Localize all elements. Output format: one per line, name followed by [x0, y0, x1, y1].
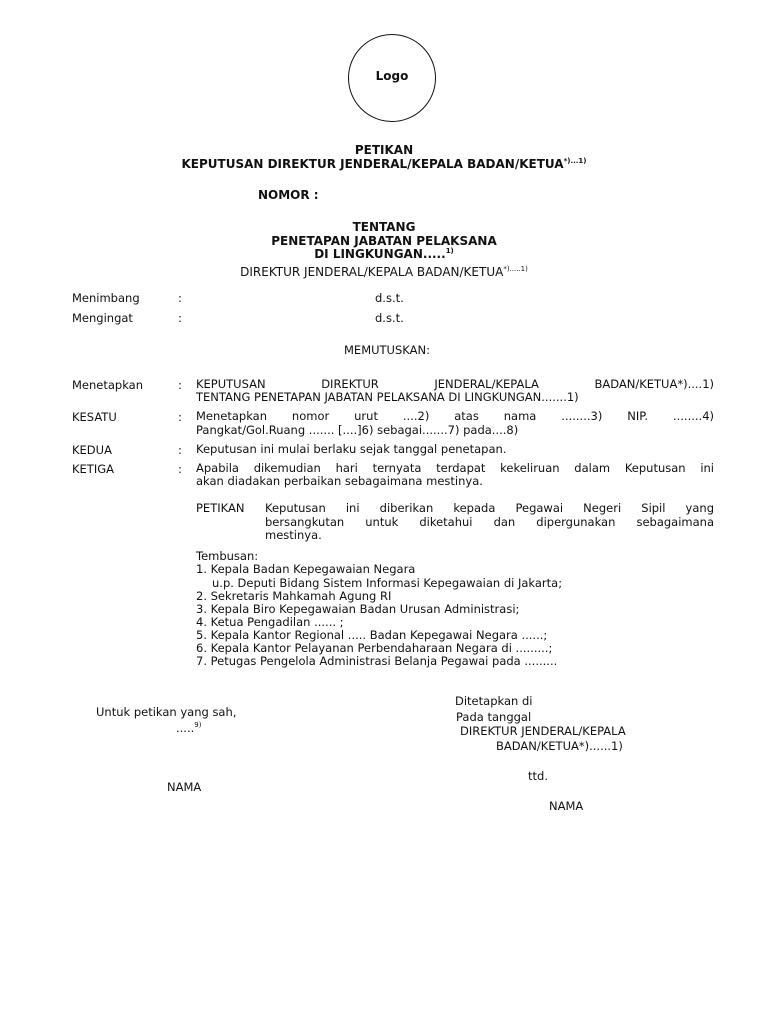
left-signer-name: NAMA — [167, 780, 202, 794]
tembusan-title: Tembusan: — [196, 549, 259, 563]
ditetapkan-di: Ditetapkan di — [455, 694, 533, 708]
heading-keputusan — [0, 157, 768, 171]
right-signer-name: NAMA — [549, 799, 584, 813]
heading-direktur-sup: *).....1) — [503, 265, 528, 273]
menetapkan-label: Menetapkan — [72, 378, 144, 392]
petikan-word: PETIKAN — [196, 501, 245, 515]
sah-dots-text: ..... — [176, 721, 195, 735]
petikan-line2: bersangkutan untuk diketahui dan dipergunakan sebagaimana — [265, 515, 714, 529]
mengingat-label: Mengingat — [72, 311, 133, 325]
kedua-label: KEDUA — [72, 443, 112, 457]
tembusan-item: 4. Ketua Pengadilan ...... ; — [196, 615, 344, 629]
heading-direktur — [0, 265, 768, 279]
right-direktur-line1: DIREKTUR JENDERAL/KEPALA — [460, 724, 626, 738]
kesatu-colon: : — [178, 410, 182, 424]
untuk-petikan-sah: Untuk petikan yang sah, — [96, 705, 237, 719]
menetapkan-line1: KEPUTUSAN DIREKTUR JENDERAL/KEPALA BADAN/KETUA*)....1) — [196, 377, 714, 391]
logo-label: Logo — [375, 69, 409, 83]
heading-di-lingkungan-sup: 1) — [445, 247, 454, 255]
pada-tanggal: Pada tanggal — [456, 710, 532, 724]
heading-nomor: NOMOR : — [258, 188, 319, 202]
ketiga-line2: akan diadakan perbaikan sebagaimana mestinya. — [196, 474, 483, 488]
tembusan-item: 7. Petugas Pengelola Administrasi Belanja Pegawai pada ......... — [196, 654, 558, 668]
heading-di-lingkungan-text: DI LINGKUNGAN..... — [314, 247, 446, 261]
kesatu-label: KESATU — [72, 410, 117, 424]
mengingat-value: d.s.t. — [375, 311, 404, 325]
tembusan-item: u.p. Deputi Bidang Sistem Informasi Kepegawaian di Jakarta; — [212, 576, 563, 590]
right-direktur-line2: BADAN/KETUA*)......1) — [496, 739, 623, 753]
tembusan-item: 2. Sekretaris Mahkamah Agung RI — [196, 589, 392, 603]
tembusan-item: 6. Kepala Kantor Pelayanan Perbendaharaan Negara di .........; — [196, 641, 553, 655]
heading-tentang: TENTANG — [352, 220, 416, 234]
heading-direktur-text: DIREKTUR JENDERAL/KEPALA BADAN/KETUA — [240, 265, 504, 279]
ketiga-colon: : — [178, 462, 182, 476]
menimbang-value: d.s.t. — [375, 291, 404, 305]
menimbang-colon: : — [178, 291, 182, 305]
mengingat-colon: : — [178, 311, 182, 325]
menetapkan-colon: : — [178, 378, 182, 392]
heading-penetapan: PENETAPAN JABATAN PELAKSANA — [271, 234, 497, 248]
sah-dots-sup: 9) — [194, 721, 202, 730]
heading-petikan: PETIKAN — [354, 143, 414, 157]
menetapkan-line2: TENTANG PENETAPAN JABATAN PELAKSANA DI LINGKUNGAN.......1) — [196, 390, 579, 404]
petikan-line3: mestinya. — [265, 528, 322, 542]
logo-placeholder — [348, 34, 436, 122]
ketiga-line1: Apabila dikemudian hari ternyata terdapat kekeliruan dalam Keputusan ini — [196, 461, 714, 475]
tembusan-item: 5. Kepala Kantor Regional ..... Badan Kepegawai Negara ......; — [196, 628, 548, 642]
tembusan-item: 3. Kepala Biro Kepegawaian Badan Urusan Administrasi; — [196, 602, 520, 616]
kedua-text: Keputusan ini mulai berlaku sejak tanggal penetapan. — [196, 442, 507, 456]
ketiga-label: KETIGA — [72, 462, 115, 476]
petikan-line1: Keputusan ini diberikan kepada Pegawai Negeri Sipil yang — [265, 501, 714, 515]
sah-signer-dots — [176, 721, 201, 735]
heading-keputusan-text: KEPUTUSAN DIREKTUR JENDERAL/KEPALA BADAN/KETUA — [181, 157, 564, 171]
kesatu-line1: Menetapkan nomor urut ....2) atas nama ........3) NIP. ........4) — [196, 409, 714, 423]
ttd-mark: ttd. — [528, 769, 548, 783]
kedua-colon: : — [178, 443, 182, 457]
memutuskan-heading: MEMUTUSKAN: — [344, 343, 430, 357]
menimbang-label: Menimbang — [72, 291, 140, 305]
tembusan-item: 1. Kepala Badan Kepegawaian Negara — [196, 562, 416, 576]
heading-keputusan-sup: *)...1) — [563, 157, 587, 165]
heading-di-lingkungan — [0, 247, 768, 261]
kesatu-line2: Pangkat/Gol.Ruang ....... [....]6) sebagai.......7) pada....8) — [196, 423, 519, 437]
